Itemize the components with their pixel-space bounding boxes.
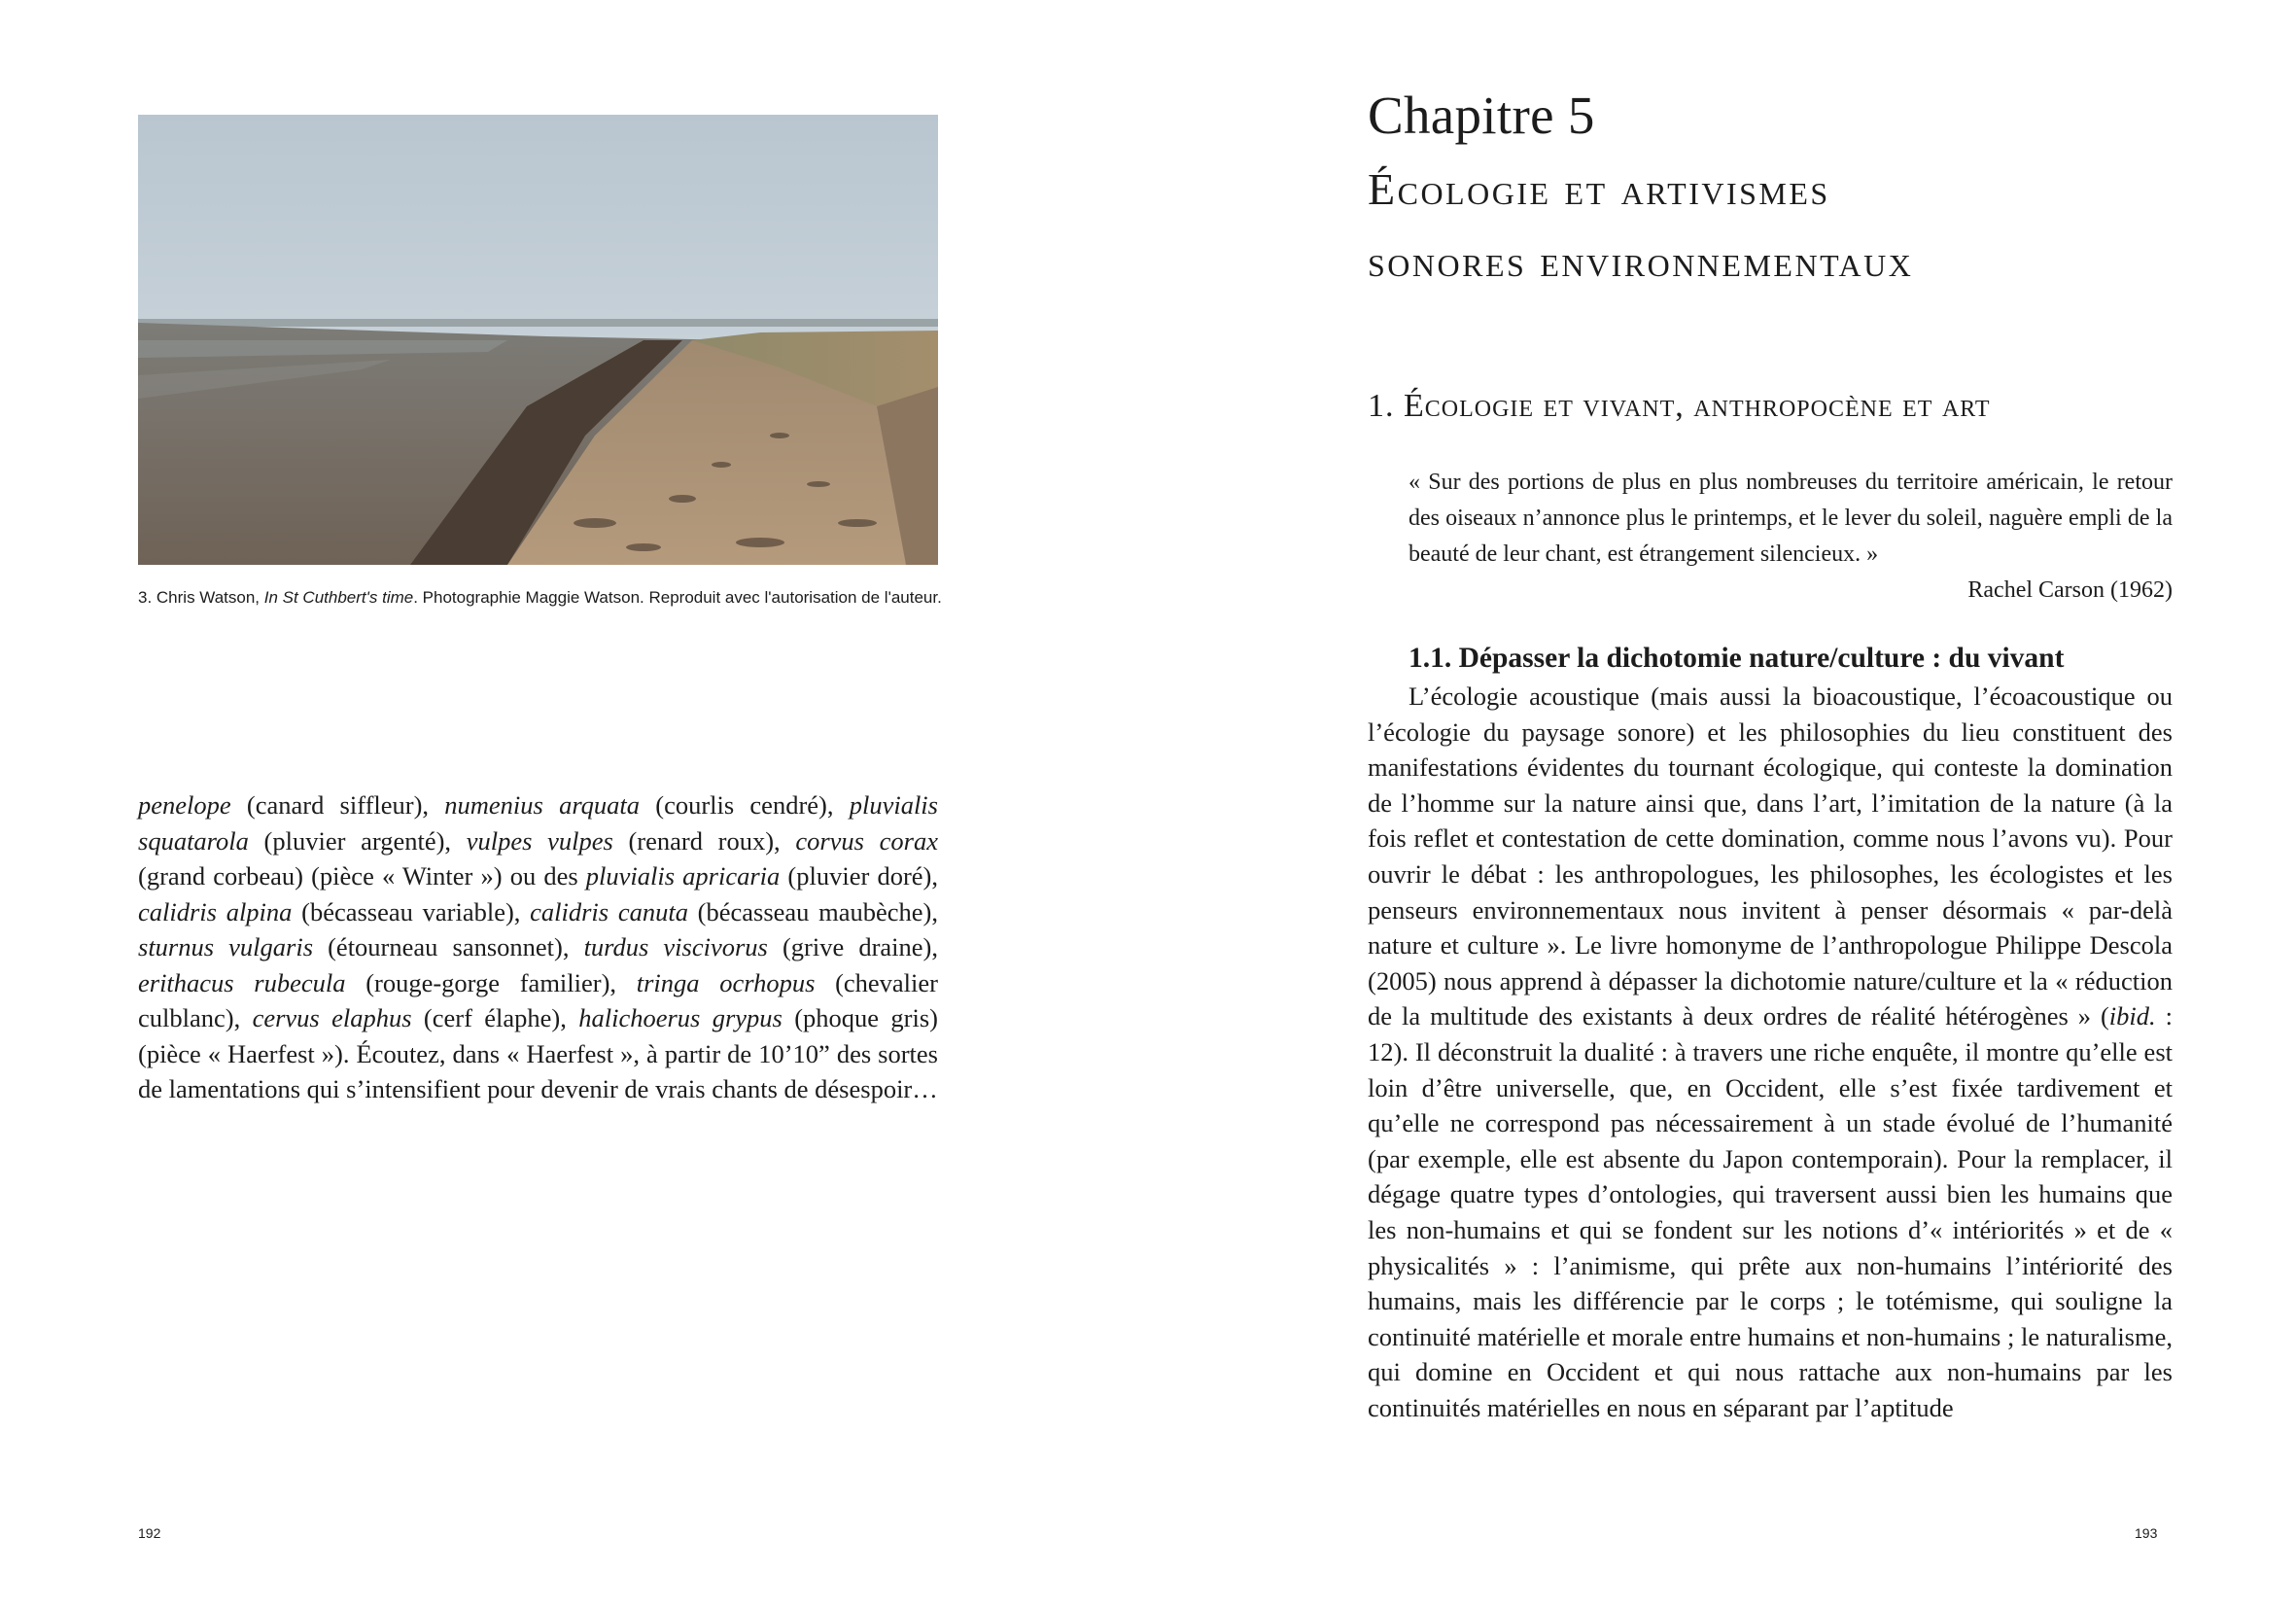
epigraph-source: Rachel Carson (1962) (1967, 577, 2173, 603)
italic-text-run: pluvialis apricaria (585, 861, 781, 891)
chapter-title-line-2: sonores environnementaux (1368, 236, 1914, 286)
italic-text-run: corvus corax (795, 825, 938, 856)
page-number-left: 192 (138, 1525, 161, 1541)
caption-prefix: 3. Chris Watson, (138, 588, 264, 607)
text-run: (cerf élaphe), (411, 1003, 579, 1032)
chapter-title-line-1: Écologie et artivismes (1368, 164, 1830, 214)
figure-caption (138, 587, 1013, 609)
caption-suffix: . Photographie Maggie Watson. Reproduit avec l'autorisation de l'auteur. (413, 588, 942, 607)
chapter-number: Chapitre 5 (1368, 86, 1595, 145)
section-heading: 1. Écologie et vivant, anthropocène et art (1368, 388, 1991, 424)
italic-text-run: ibid. (2108, 1001, 2156, 1031)
right-body-paragraph (1368, 679, 2173, 1425)
text-run: (grand corbeau) (pièce « Winter ») ou des (138, 861, 586, 891)
text-run: (pluvier doré), (780, 861, 938, 891)
italic-text-run: penelope (138, 790, 231, 820)
text-run: (rouge-gorge familier), (345, 967, 637, 997)
italic-text-run: cervus elaphus (252, 1003, 412, 1032)
text-run: (bécasseau variable), (292, 896, 531, 926)
italic-text-run: calidris canuta (530, 896, 688, 926)
text-run: (pluvier argenté), (248, 825, 467, 856)
beach-photograph-image (138, 115, 938, 565)
italic-text-run: turdus viscivorus (583, 932, 768, 961)
italic-text-run: tringa ocrhopus (636, 967, 816, 997)
text-run: (chevalier culblanc), (138, 967, 938, 1032)
text-run: (grive draine), (767, 932, 938, 961)
text-run: L’écologie acoustique (mais aussi la bioacoustique, l’écoacoustique ou l’écologie du paysage sonore) et les philosophies du lieu constituent des manifestations évidentes du tournant écologique, qui conteste la domination de l’homme sur la nature ainsi que, dans l’art, l’imitation de la nature (à la fois reflet et contestation de cette domination, comme nous l’avons vu). Pour ouvrir le débat : les anthropologues, les philosophes, les écologistes et les penseurs environnementaux nous invitent à penser désormais « par-delà nature et culture ». Le livre homonyme de l’anthropologue Philippe Descola (2005) nous apprend à dépasser la dichotomie nature/culture et la « réduction de la multitude des existants à deux ordres de réalité hétérogènes » ( (1368, 681, 2173, 1031)
italic-text-run: sturnus vulgaris (138, 932, 314, 961)
page-number-right: 193 (2135, 1525, 2158, 1541)
text-run: (renard roux), (612, 825, 796, 856)
epigraph-quote: « Sur des portions de plus en plus nombreuses du territoire américain, le retour des oiseaux n’annonce plus le printemps, et le lever du soleil, naguère empli de la beauté de leur chant, est étrangement silencieux. » (1409, 470, 2173, 567)
caption-work-title: In St Cuthbert's time (263, 588, 414, 607)
text-run: (courlis cendré), (640, 790, 850, 820)
italic-text-run: vulpes vulpes (466, 825, 613, 856)
text-run: (canard siffleur), (230, 790, 445, 820)
subsection-heading: 1.1. Dépasser la dichotomie nature/culture : du vivant (1409, 643, 2065, 674)
text-run: (étourneau sansonnet), (313, 932, 584, 961)
text-run: (bécasseau maubèche), (687, 896, 939, 926)
beach-photograph (138, 115, 938, 565)
italic-text-run: numenius arquata (444, 790, 641, 820)
text-run: (phoque gris) (pièce « Haerfest »). Écoutez, dans « Haerfest », à partir de 10’10” des sortes de lamentations qui s’intensifient pour devenir de vrais chants de désespoir… (138, 1003, 938, 1103)
italic-text-run: erithacus rubecula (138, 967, 346, 997)
left-body-paragraph (138, 787, 938, 1107)
italic-text-run: halichoerus grypus (578, 1003, 783, 1032)
italic-text-run: calidris alpina (138, 896, 293, 926)
text-run: : 12). Il déconstruit la dualité : à travers une riche enquête, il montre qu’elle est loin d’être universelle, que, en Occident, elle s’est fixée tardivement et qu’elle ne correspond pas nécessairement à un stade évolué de l’humanité (par exemple, elle est absente du Japon contemporain). Pour la remplacer, il dégage quatre types d’ontologies, qui traversent aussi bien les humains que les non-humains et qui se fondent sur les notions d’« intériorités » et de « physicalités » : l’animisme, qui prête aux non-humains l’intériorité des humains, mais les différencie par le corps ; le totémisme, qui souligne la continuité matérielle et morale entre humains et non-humains ; le naturalisme, qui domine en Occident et qui nous rattache aux non-humains par les continuités matérielles en nous en séparant par l’aptitude (1368, 1001, 2173, 1422)
italic-text-run: pluvialis squatarola (138, 790, 938, 856)
